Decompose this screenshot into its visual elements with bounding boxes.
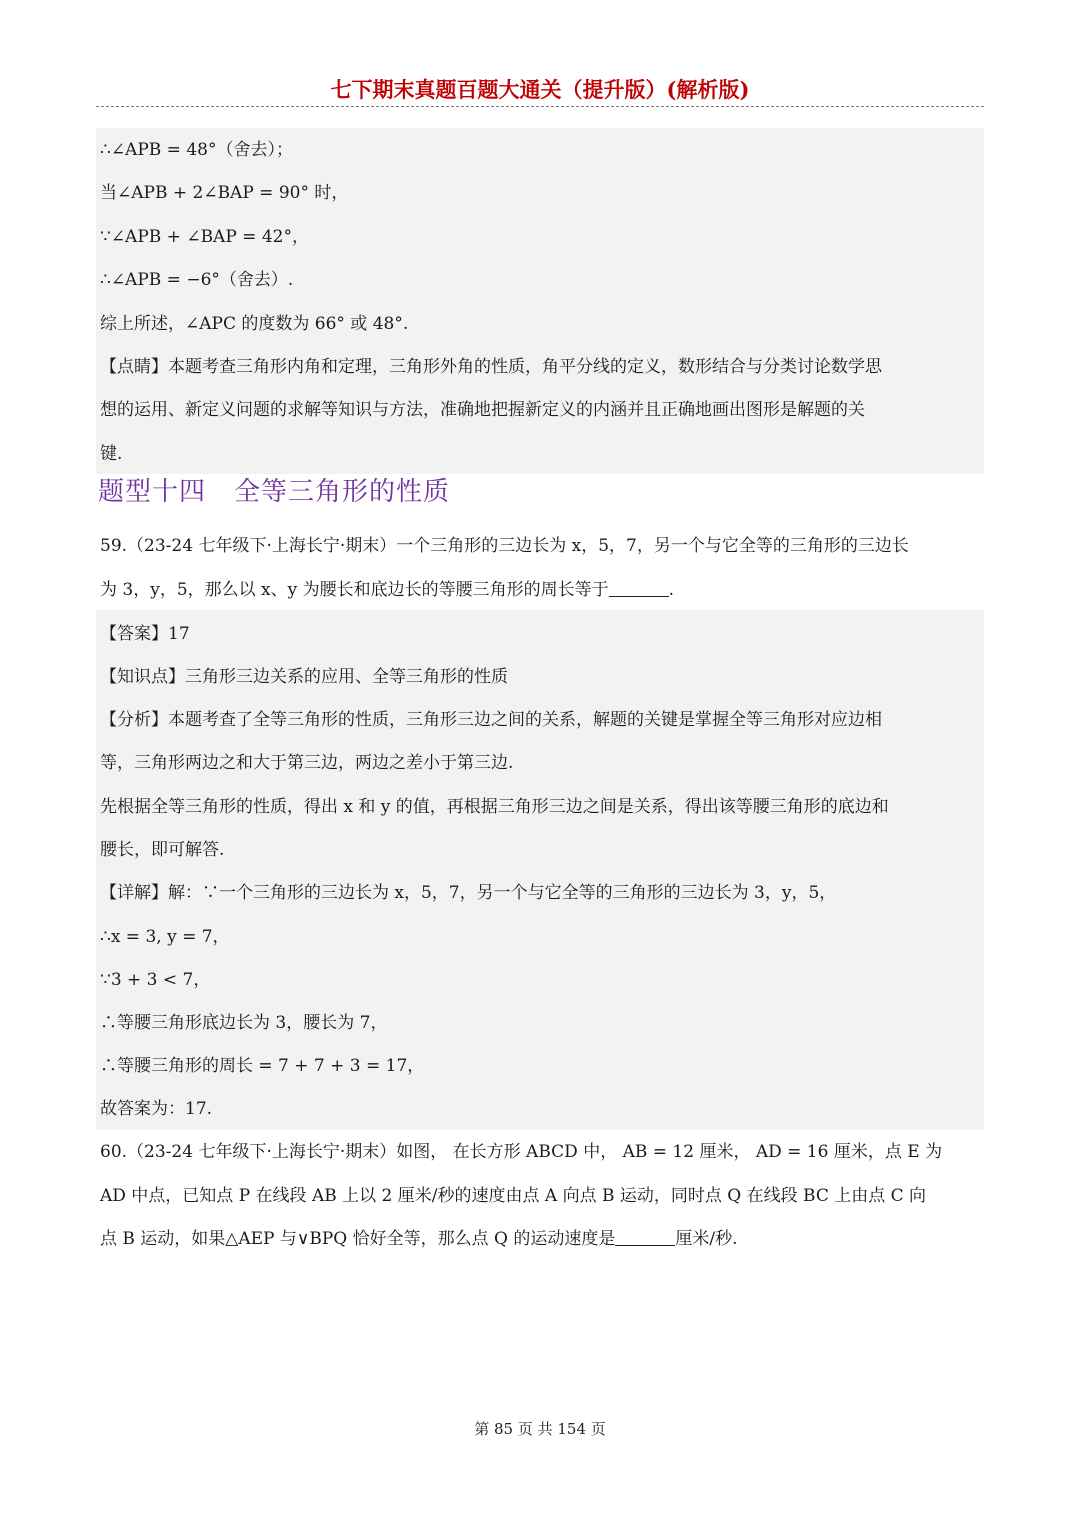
detail-line: 【详解】解：∵一个三角形的三边长为 x，5，7，另一个与它全等的三角形的三边长为 3，y，5， xyxy=(100,883,837,903)
question-line: AD 中点，已知点 P 在线段 AB 上以 2 厘米/秒的速度由点 A 向点 B 运动，同时点 Q 在线段 BC 上由点 C 向 xyxy=(100,1186,927,1206)
answer-block-59 xyxy=(96,610,984,1130)
question-60 xyxy=(96,1134,984,1264)
solution-line: 当∠APB + 2∠BAP = 90° 时， xyxy=(100,183,349,203)
detail-line: ∵3 + 3 < 7， xyxy=(100,970,211,990)
page-footer: 第 85 页 共 154 页 xyxy=(474,1420,606,1438)
detail-line: ∴等腰三角形的周长 = 7 + 7 + 3 = 17， xyxy=(100,1056,425,1076)
knowledge-line: 【知识点】三角形三边关系的应用、全等三角形的性质 xyxy=(100,667,508,687)
comment-line: 【点睛】本题考查三角形内角和定理，三角形外角的性质，角平分线的定义，数形结合与分类讨论数学思 xyxy=(100,357,882,377)
analysis-line: 腰长，即可解答. xyxy=(100,840,225,860)
page-header-title: 七下期末真题百题大通关（提升版）(解析版) xyxy=(96,74,984,107)
solution-line: ∵∠APB + ∠BAP = 42°， xyxy=(100,227,309,247)
question-end: . xyxy=(668,580,675,600)
analysis-line: 等，三角形两边之和大于第三边，两边之差小于第三边. xyxy=(100,753,514,773)
comment-line: 想的运用、新定义问题的求解等知识与方法，准确地把握新定义的内涵并且正确地画出图形是解题的关 xyxy=(100,400,865,420)
question-end: 厘米/秒. xyxy=(675,1229,738,1249)
answer-line: 【答案】17 xyxy=(100,624,190,644)
solution-block-prev xyxy=(96,128,984,474)
detail-line: ∴x = 3, y = 7， xyxy=(100,927,230,947)
section-title xyxy=(98,474,450,510)
question-line: 60.（23-24 七年级下·上海长宁·期末）如图， 在长方形 ABCD 中， AB = 12 厘米， AD = 16 厘米，点 E 为 xyxy=(100,1142,943,1162)
solution-line: 综上所述，∠APC 的度数为 66° 或 48°. xyxy=(100,314,409,334)
section-name: 全等三角形的性质 xyxy=(234,477,451,507)
question-text: 为 3，y，5，那么以 x、y 为腰长和底边长的等腰三角形的周长等于 xyxy=(100,580,609,600)
question-59 xyxy=(96,528,984,608)
answer-blank[interactable] xyxy=(615,1227,675,1246)
question-line xyxy=(100,578,674,602)
section-number: 题型十四 xyxy=(98,477,207,507)
question-line: 59.（23-24 七年级下·上海长宁·期末）一个三角形的三边长为 x，5，7，另一个与它全等的三角形的三边长 xyxy=(100,536,909,556)
detail-line: 故答案为：17. xyxy=(100,1099,213,1119)
solution-line: ∴∠APB = −6°（舍去）. xyxy=(100,270,294,290)
analysis-line: 先根据全等三角形的性质，得出 x 和 y 的值，再根据三角形三边之间是关系，得出该等腰三角形的底边和 xyxy=(100,797,889,817)
solution-line: ∴∠APB = 48°（舍去）； xyxy=(100,140,293,160)
analysis-line: 【分析】本题考查了全等三角形的性质，三角形三边之间的关系，解题的关键是掌握全等三角形对应边相 xyxy=(100,710,882,730)
question-line xyxy=(100,1227,738,1251)
answer-blank[interactable] xyxy=(609,578,669,597)
comment-line: 键. xyxy=(100,444,123,464)
detail-line: ∴等腰三角形底边长为 3，腰长为 7， xyxy=(100,1013,388,1033)
question-text: 点 B 运动，如果△AEP 与∨BPQ 恰好全等，那么点 Q 的运动速度是 xyxy=(100,1229,616,1249)
